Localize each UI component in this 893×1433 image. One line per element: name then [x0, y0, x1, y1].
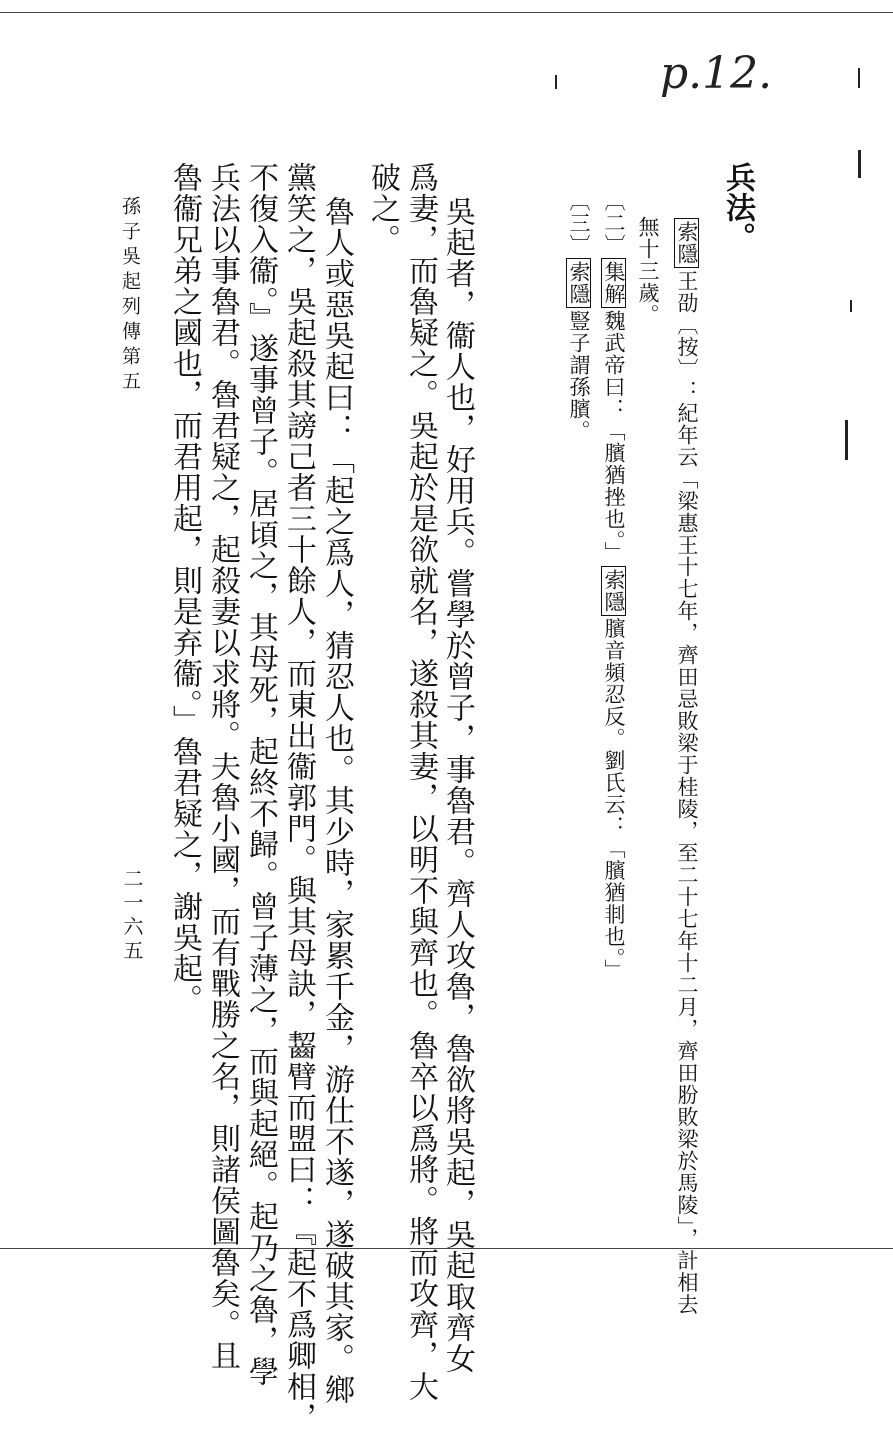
main-text-column: 吳起者，衞人也，好用兵。嘗學於曾子，事魯君。齊人攻魯，魯欲將吳起，吳起取齊女: [440, 196, 475, 1374]
margin-mark: [850, 300, 852, 312]
main-text-column: 破之。: [365, 162, 400, 255]
margin-mark: [845, 420, 848, 460]
note-column: [637, 216, 658, 326]
handwritten-page-annotation: p.12.: [660, 48, 773, 99]
note-source-tag: 索隱: [566, 258, 591, 308]
margin-mark: [858, 68, 860, 88]
note-column: [601, 190, 626, 981]
note-column: [566, 190, 591, 442]
note-text: 臏音頻忍反。劉氏云：「臏猶剕也。」: [602, 617, 626, 981]
top-edge-line: [0, 12, 893, 13]
note-text: 豎子謂孫臏。: [567, 310, 591, 442]
margin-mark: [555, 75, 557, 89]
main-text-column: 黨笑之，吳起殺其謗己者三十餘人，而東出衞郭門。與其母訣，齧臂而盟曰：『起不爲卿相，: [281, 162, 316, 1433]
note-text: 〔三〕: [567, 190, 591, 256]
main-text-column: 魯衞兄弟之國也，而君用起，則是弃衞。」魯君疑之，謝吳起。: [167, 162, 202, 1015]
note-text: 無十三歲。: [636, 216, 660, 326]
note-text: 王劭〔按〕：紀年云「梁惠王十七年，齊田忌敗梁于桂陵，至二十七年十二月，齊田肦敗梁於馬陵」，計相去: [675, 270, 699, 1316]
main-text-column: 兵法以事魯君。魯君疑之，起殺妻以求將。夫魯小國，而有戰勝之名，則諸侯圖魯矣。且: [205, 162, 240, 1371]
note-column: [674, 216, 699, 1316]
note-text: 魏武帝曰：「臏猶挫也。」: [602, 310, 626, 564]
note-text: 〔二〕: [602, 190, 626, 256]
page-number: 二一六五: [120, 868, 144, 964]
running-title: 孫子吳起列傳第五: [119, 196, 141, 396]
main-text-column: 爲妻，而魯疑之。吳起於是欲就名，遂殺其妻，以明不與齊也。魯卒以爲將。將而攻齊，大: [403, 162, 438, 1402]
main-text-column: 不復入衞。』遂事曾子。居頃之，其母死，起終不歸。曾子薄之，而與起絕。起乃之魯，學: [243, 162, 278, 1387]
note-source-tag: 索隱: [601, 566, 626, 616]
main-text-column: 魯人或惡吳起曰：「起之爲人，猜忍人也。其少時，家累千金，游仕不遂，遂破其家。鄉: [319, 196, 354, 1405]
section-heading: 兵法。: [720, 162, 755, 252]
margin-mark: [858, 150, 861, 178]
note-source-tag: 集解: [601, 258, 626, 308]
note-source-tag: 索隱: [674, 218, 699, 268]
